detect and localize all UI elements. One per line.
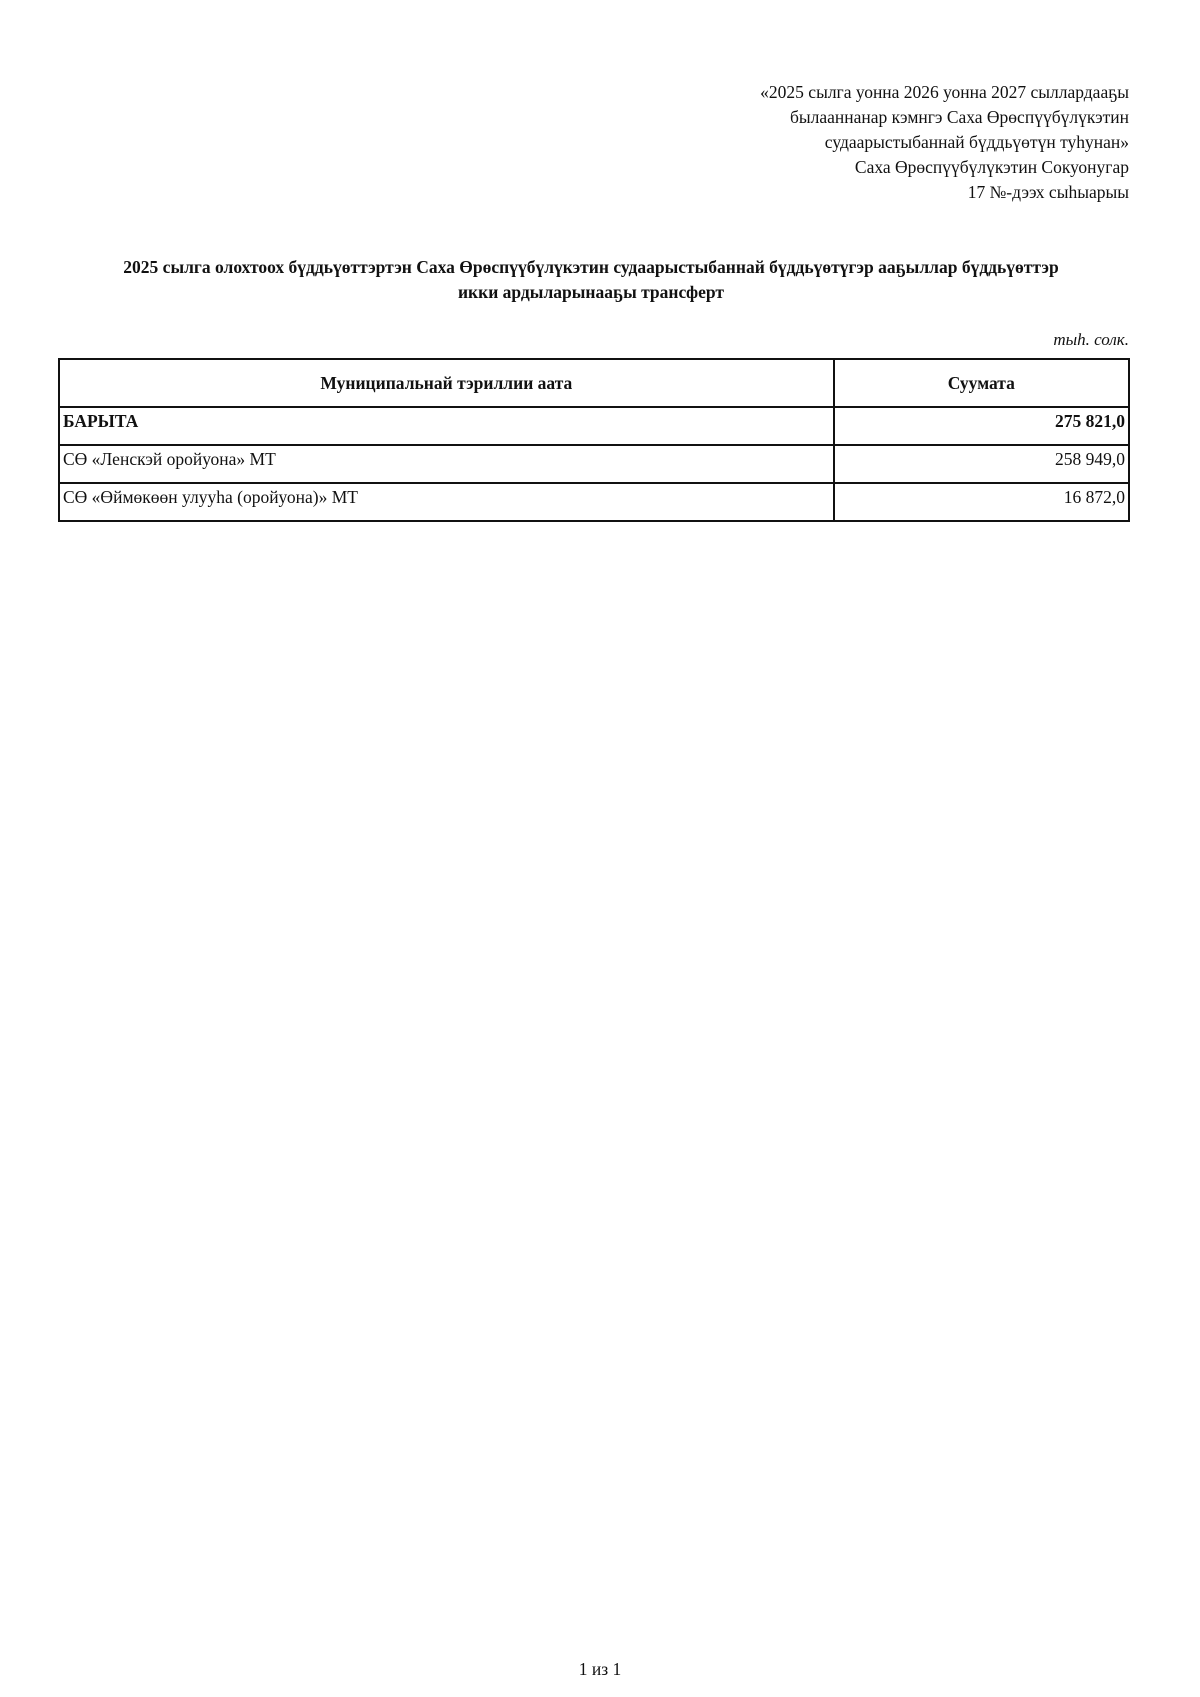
total-sum: 275 821,0: [834, 407, 1129, 445]
column-header-sum: Суумата: [834, 359, 1129, 407]
table-total-row: [59, 407, 1129, 445]
table-header-row: [59, 359, 1129, 407]
municipality-name: СӨ «Өймөкөөн улууһа (оройуона)» МТ: [59, 483, 834, 521]
document-title-line: 2025 сылга олохтоох бүддьүөттэртэн Саха Өрөспүүбүлүкэтин судаарыстыбаннай бүддьүөтүгэр ааҕыллар бүддьүөттэр: [123, 257, 1059, 277]
appendix-header-line: 17 №-дээх сыһыарыы: [967, 182, 1129, 202]
document-title: [60, 255, 1122, 305]
municipality-sum: 16 872,0: [834, 483, 1129, 521]
units-label: тыһ. солк.: [1053, 330, 1129, 349]
total-label: БАРЫТА: [59, 407, 834, 445]
document-title-line: икки ардыларынааҕы трансферт: [457, 282, 725, 302]
table-row: [59, 445, 1129, 483]
municipality-name: СӨ «Ленскэй оройуона» МТ: [59, 445, 834, 483]
table-row: [59, 483, 1129, 521]
appendix-header-line: Саха Өрөспүүбүлүкэтин Сокуонугар: [854, 157, 1129, 177]
column-header-name: Муниципальнай тэриллии аата: [59, 359, 834, 407]
municipality-sum: 258 949,0: [834, 445, 1129, 483]
page-number: 1 из 1: [578, 1659, 622, 1679]
transfers-table: [58, 358, 1130, 522]
appendix-header-line: «2025 сылга уонна 2026 уонна 2027 сыллардааҕы: [760, 82, 1129, 102]
appendix-header-line: былааннанар кэмнгэ Саха Өрөспүүбүлүкэтин: [790, 107, 1129, 127]
appendix-header: [760, 80, 1129, 205]
appendix-header-line: судаарыстыбаннай бүддьүөтүн туһунан»: [824, 132, 1129, 152]
